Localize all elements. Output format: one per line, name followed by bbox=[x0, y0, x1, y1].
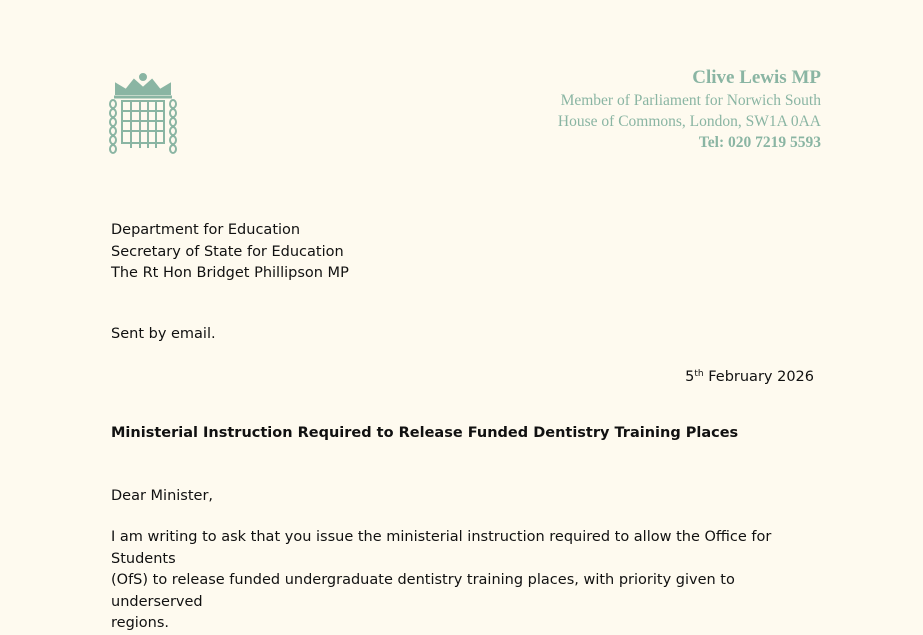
body-paragraph bbox=[111, 527, 811, 635]
body-line: regions. bbox=[111, 615, 170, 631]
salutation: Dear Minister, bbox=[111, 488, 214, 504]
mp-role: Member of Parliament for Norwich South bbox=[560, 92, 821, 109]
mp-telephone: Tel: 020 7219 5593 bbox=[698, 134, 821, 151]
date-day: 5 bbox=[685, 369, 695, 385]
sent-by-note: Sent by email. bbox=[111, 326, 216, 342]
date-suffix: th bbox=[694, 369, 704, 379]
body-line: (OfS) to release funded undergraduate dentistry training places, with priority given to underserved bbox=[111, 572, 735, 610]
date-rest: February 2026 bbox=[703, 369, 814, 385]
mp-name: Clive Lewis MP bbox=[692, 67, 821, 88]
mp-address: House of Commons, London, SW1A 0AA bbox=[557, 113, 821, 130]
recipient-line: Secretary of State for Education bbox=[111, 243, 344, 260]
portcullis-crest-icon bbox=[108, 72, 178, 154]
recipient-address bbox=[111, 220, 349, 285]
letterhead bbox=[558, 66, 821, 154]
letter-date bbox=[685, 367, 814, 388]
body-line: I am writing to ask that you issue the ministerial instruction required to allow the Office for Students bbox=[111, 529, 772, 567]
recipient-line: The Rt Hon Bridget Phillipson MP bbox=[111, 265, 349, 281]
letter-subject: Ministerial Instruction Required to Release Funded Dentistry Training Places bbox=[111, 425, 739, 441]
recipient-line: Department for Education bbox=[111, 222, 301, 238]
